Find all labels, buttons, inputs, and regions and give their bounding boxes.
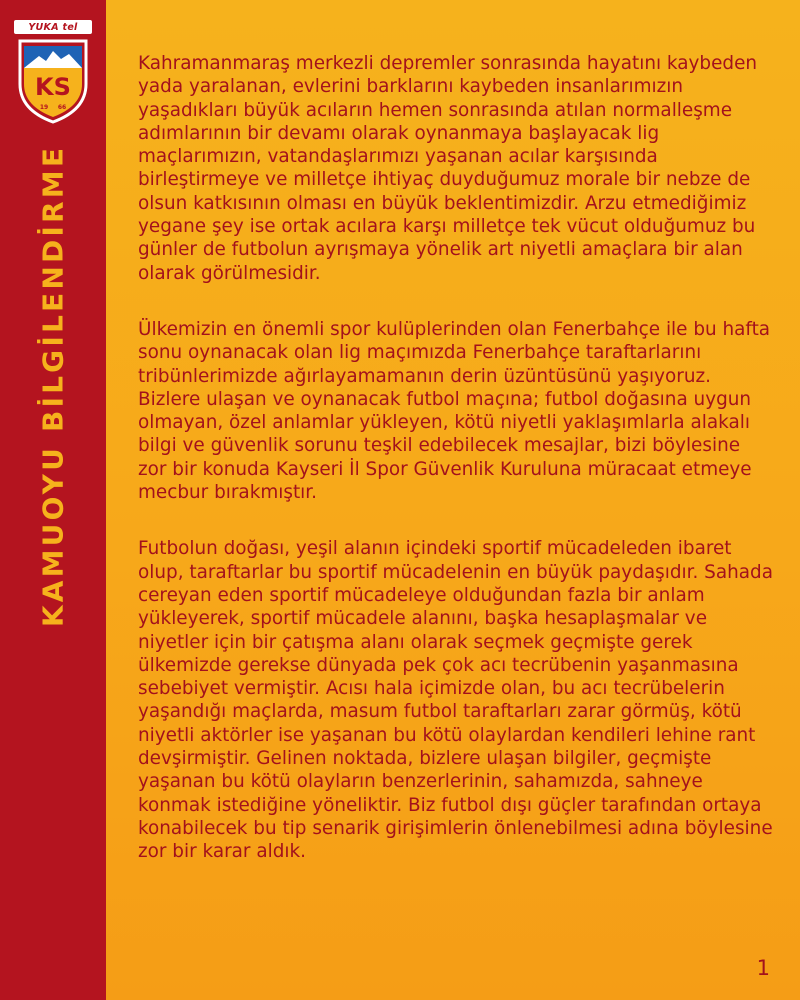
sidebar (0, 0, 106, 1000)
vertical-title: KAMUOYU BİLGİLENDİRME (36, 144, 70, 628)
club-crest-logo (17, 38, 89, 124)
paragraph-1: Kahramanmaraş merkezli depremler sonrasında hayatını kaybeden yada yaralanan, evlerini barklarını kaybeden insanlarımızın yaşadıkları büyük acıların hemen sonrasında atılan normalleşme adımlarının bir devamı olarak oynanmaya başlayacak lig maçlarımızın, vatandaşlarımızı yaşanan acılar karşısında birleştirmeye ve milletçe ihtiyaç duyduğumuz morale bir nebze de olsun katkısının olması en büyük beklentimizdir. Arzu etmediğimiz yegane şey ise ortak acılara karşı milletçe tek vücut olduğumuz bu günler de futbolun ayrışmaya yönelik art niyetli amaçlara bir alan olarak görülmesidir. (138, 53, 758, 284)
paragraph-3: Futbolun doğası, yeşil alanın içindeki sportif mücadeleden ibaret olup, taraftarlar bu sportif mücadelenin en büyük paydaşıdır. Sahada cereyan eden sportif mücadeleye olduğundan fazla bir anlam yükleyerek, sportif mücadele alanını, başka hesaplaşmalar ve niyetler için bir çatışma alanı olarak seçmek geçmişte gerek ülkemizde gerekse dünyada pek çok acı tecrübenin yaşanmasına sebebiyet vermiştir. Acısı hala içimizde olan, bu acı tecrübelerin yaşandığı maçlarda, masum futbol taraftarları zarar görmüş, kötü niyetli aktörler ise yaşanan bu kötü olaylardan kendileri lehine rant devşirmiştir. Gelinen noktada, bizlere ulaşan bilgiler, geçmişte yaşanan bu kötü olayların benzerlerinin, sahamızda, sahneye konmak istediğine yöneliktir. Biz futbol dışı güçler tarafından ortaya konabilecek bu tip senarik girişimlerin önlenebilmesi adına böylesine zor bir karar aldık. (138, 538, 773, 863)
sponsor-text: YUKA tel (28, 21, 78, 33)
crest-year-right: 66 (57, 104, 67, 111)
crest-year-left: 19 (39, 104, 49, 111)
paragraph-2: Ülkemizin en önemli spor kulüplerinden olan Fenerbahçe ile bu hafta sonu oynanacak olan lig maçımızda Fenerbahçe taraftarlarını tribünlerimizde ağırlayamamanın derin üzüntüsünü yaşıyoruz. Bizlere ulaşan ve oynanacak futbol maçına; futbol doğasına uygun olmayan, özel anlamlar yükleyen, kötü niyetli yaklaşımlarla alakalı bilgi ve güvenlik sorunu teşkil edebilecek mesajlar, bizi böylesine zor bir konuda Kayseri İl Spor Güvenlik Kuruluna müracaat etmeye mecbur bırakmıştır. (138, 318, 771, 504)
sponsor-logo (14, 20, 92, 34)
statement-body (138, 52, 774, 897)
page-number: 1 (756, 956, 770, 980)
crest-letters: KS (35, 73, 71, 101)
